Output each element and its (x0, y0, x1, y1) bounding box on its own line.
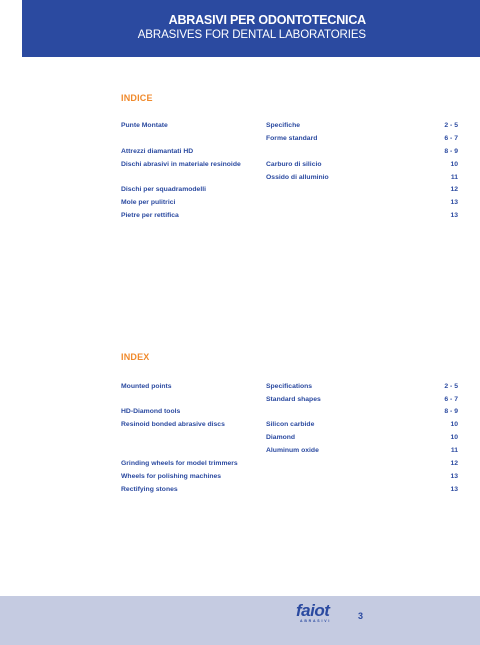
index-item: Wheels for polishing machines (121, 473, 222, 480)
header-title-english: ABRASIVES FOR DENTAL LABORATORIES (137, 29, 366, 41)
indice-row (121, 212, 458, 224)
indice-page: 6 - 7 (444, 135, 458, 142)
indice-page: 11 (450, 174, 458, 181)
indice-row (121, 135, 458, 147)
index-item: Mounted points (121, 383, 172, 390)
index-row (121, 486, 458, 498)
index-page: 11 (450, 447, 458, 454)
index-row (121, 434, 458, 446)
indice-sub: Carburo di silicio (266, 161, 322, 168)
index-page: 12 (450, 460, 458, 467)
indice-item: Dischi per squadramodelli (121, 186, 206, 193)
faiot-logo: faiot (296, 601, 330, 620)
index-item: Grinding wheels for model trimmers (121, 460, 238, 467)
indice-row (121, 148, 458, 160)
index-title: INDEX (121, 352, 150, 362)
index-item: HD-Diamond tools (121, 408, 181, 415)
indice-item: Mole per pulitrici (121, 199, 176, 206)
indice-row (121, 161, 458, 173)
indice-page: 2 - 5 (444, 122, 458, 129)
indice-sub: Forme standard (266, 135, 318, 142)
index-page: 8 - 9 (444, 408, 458, 415)
index-row (121, 408, 458, 420)
indice-row (121, 199, 458, 211)
index-row (121, 473, 458, 485)
indice-sub: Specifiche (266, 122, 300, 129)
index-row (121, 421, 458, 433)
index-sub: Silicon carbide (266, 421, 315, 428)
index-page: 10 (450, 421, 458, 428)
indice-page: 12 (450, 186, 458, 193)
indice-page: 8 - 9 (444, 148, 458, 155)
indice-item: Pietre per rettifica (121, 212, 179, 219)
index-page: 10 (450, 434, 458, 441)
indice-row (121, 174, 458, 186)
index-sub: Standard shapes (266, 396, 321, 403)
indice-row (121, 186, 458, 198)
index-page: 2 - 5 (444, 383, 458, 390)
index-page: 6 - 7 (444, 396, 458, 403)
indice-page: 10 (450, 161, 458, 168)
index-page: 13 (450, 486, 458, 493)
indice-page: 13 (450, 212, 458, 219)
indice-page: 13 (450, 199, 458, 206)
index-sub: Specifications (266, 383, 313, 390)
index-row (121, 447, 458, 459)
page-number: 3 (358, 611, 364, 621)
index-item: Rectifying stones (121, 486, 178, 493)
index-sub: Diamond (266, 434, 296, 441)
indice-item: Attrezzi diamantati HD (121, 148, 194, 155)
indice-title: INDICE (121, 93, 153, 103)
index-page: 13 (450, 473, 458, 480)
index-item: Resinoid bonded abrasive discs (121, 421, 225, 428)
faiot-logo-subtitle: ABRASIVI (300, 619, 332, 623)
indice-row (121, 122, 458, 134)
indice-sub: Ossido di alluminio (266, 174, 329, 181)
index-row (121, 460, 458, 472)
footer-band (0, 596, 480, 645)
index-row (121, 383, 458, 395)
page-header (22, 0, 480, 57)
indice-item: Punte Montate (121, 122, 168, 129)
index-sub: Aluminum oxide (266, 447, 319, 454)
indice-item: Dischi abrasivi in materiale resinoide (121, 161, 241, 168)
index-row (121, 396, 458, 408)
header-title-italian: ABRASIVI PER ODONTOTECNICA (168, 13, 366, 27)
